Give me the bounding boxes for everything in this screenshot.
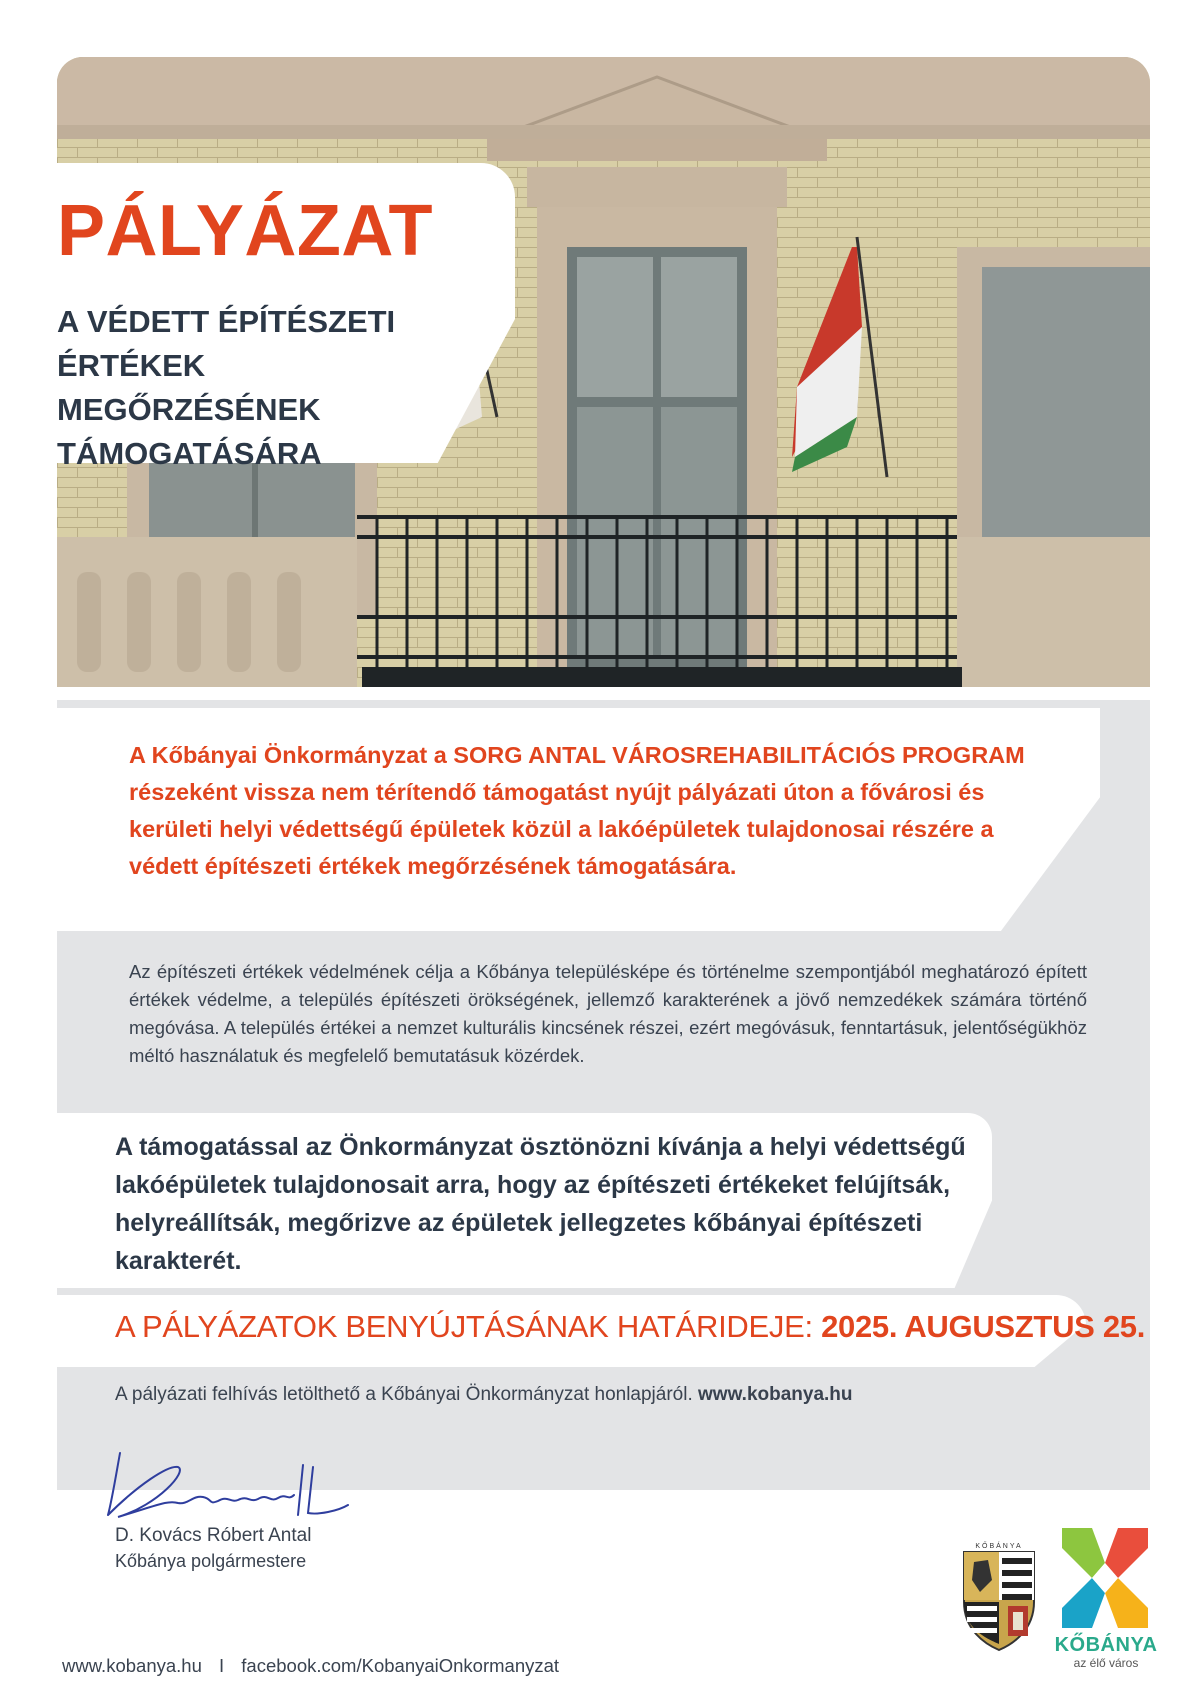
support-paragraph: A támogatással az Önkormányzat ösztönözni kívánja a helyi védettségű lakóépületek tulajdonosait arra, hogy az építészeti értékeket felújítsák, helyreállítsák, megőrizve az épületek jellegzetes kőbányai építészeti karakterét. bbox=[115, 1133, 966, 1275]
footer-website-link[interactable]: www.kobanya.hu bbox=[62, 1655, 202, 1676]
page-title: PÁLYÁZAT bbox=[57, 191, 434, 271]
page-subtitle: A VÉDETT ÉPÍTÉSZETI ÉRTÉKEK MEGŐRZÉSÉNEK TÁMOGATÁSÁRA bbox=[57, 304, 396, 471]
signer-title: Kőbánya polgármestere bbox=[115, 1551, 307, 1571]
brand-tagline: az élő város bbox=[1073, 1656, 1139, 1670]
signer-name: D. Kovács Róbert Antal bbox=[115, 1525, 312, 1546]
deadline-date: 2025. AUGUSZTUS 25. bbox=[821, 1309, 1146, 1344]
brand-name: KŐBÁNYA bbox=[1054, 1634, 1158, 1656]
deadline-line bbox=[115, 1307, 1145, 1347]
download-link[interactable]: www.kobanya.hu bbox=[698, 1384, 853, 1405]
coat-caption: KŐBÁNYA bbox=[975, 1543, 1023, 1550]
kobanya-brand-icon bbox=[1062, 1528, 1148, 1628]
footer-separator: I bbox=[219, 1655, 225, 1676]
coat-of-arms-icon bbox=[958, 1540, 1040, 1652]
lead-paragraph: A Kőbányai Önkormányzat a SORG ANTAL VÁROSREHABILITÁCIÓS PROGRAM részeként vissza nem térítendő támogatást nyújt pályázati úton a fővárosi és kerületi helyi védettségű épületek közül a lakóépületek tulajdonosai részére a védett építészeti értékek megőrzésének támogatására. bbox=[129, 742, 1025, 879]
body-paragraph: Az építészeti értékek védelmének célja a Kőbánya településképe és történelme szempontjából meghatározó épített értékek védelme, a település építészeti örökségének, jellemző karakterének a jövő nemzedékek számára történő megóvása. A település értékei a nemzet kulturális kincsének részei, ezért megóvásuk, fenntartásuk, jelentőségükhöz méltó használatuk és megfelelő bemutatásuk közérdek. bbox=[129, 961, 1087, 1066]
download-note bbox=[115, 1384, 853, 1406]
deadline-label: A PÁLYÁZATOK BENYÚJTÁSÁNAK HATÁRIDEJE: bbox=[115, 1309, 813, 1344]
download-text: A pályázati felhívás letölthető a Kőbányai Önkormányzat honlapjáról. bbox=[115, 1384, 693, 1405]
signature-image bbox=[98, 1445, 358, 1525]
footer bbox=[62, 1655, 559, 1677]
footer-facebook-link[interactable]: facebook.com/KobanyaiOnkormanyzat bbox=[241, 1655, 560, 1676]
